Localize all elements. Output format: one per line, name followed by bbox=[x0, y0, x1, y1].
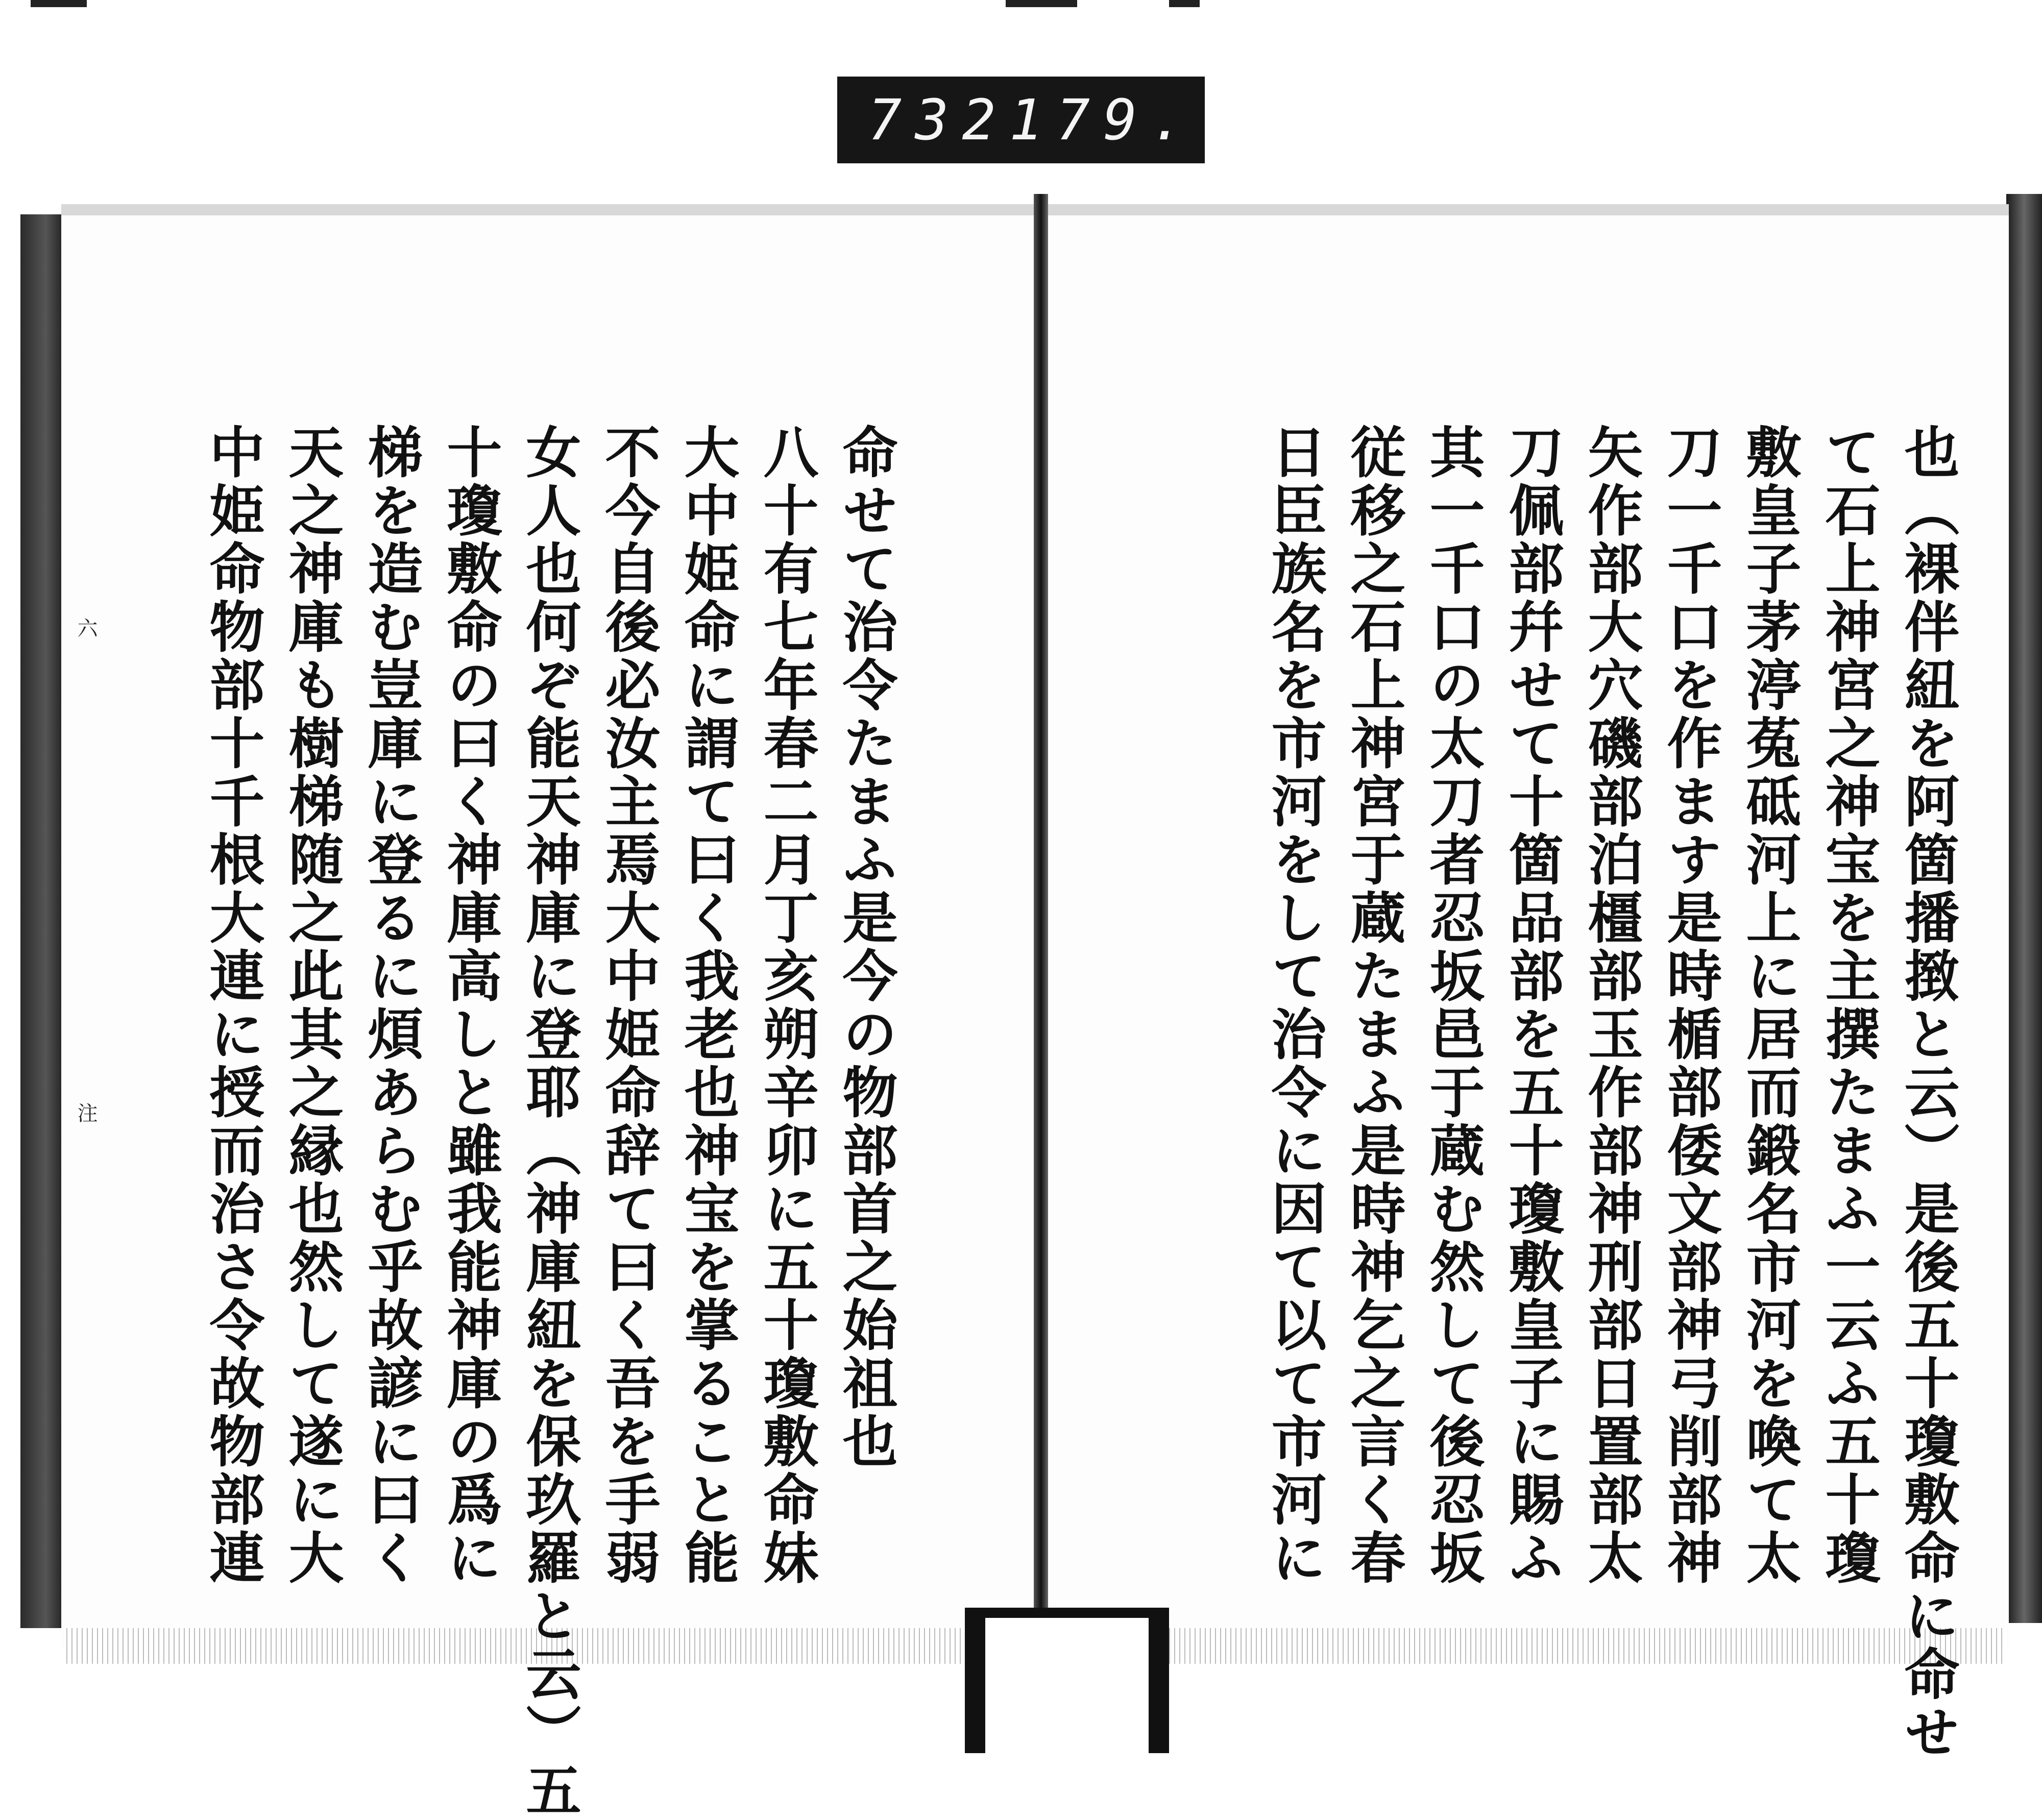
page-stack-bottom bbox=[1052, 1628, 2006, 1664]
book-gutter bbox=[1034, 194, 1048, 1643]
text-column: 刀佩部幷せて十箇品部を五十瓊敷皇子に賜ふ bbox=[1499, 424, 1564, 1587]
text-column: 十瓊敷命の曰く神庫高しと雖我能神庫の爲に bbox=[437, 424, 502, 1587]
book-edge-right bbox=[2006, 194, 2042, 1623]
text-column: 日臣族名を市河をして治令に因て以て市河に bbox=[1262, 424, 1326, 1587]
text-column: 女人也何ぞ能天神庫に登耶（神庫紐を保玖羅と云）五 bbox=[517, 424, 581, 1820]
text-column: 矢作部大穴磯部泊橿部玉作部神刑部日置部太 bbox=[1578, 424, 1643, 1587]
book-clip bbox=[965, 1608, 1169, 1753]
text-column: 不今自後必汝主焉大中姫命辞て曰く吾を手弱 bbox=[596, 424, 660, 1587]
margin-mark-lower: 注 bbox=[74, 1102, 98, 1123]
text-column: て石上神宮之神宝を主撰たまふ一云ふ五十瓊 bbox=[1816, 424, 1880, 1587]
text-column: 八十有七年春二月丁亥朔辛卯に五十瓊敷命妹 bbox=[754, 424, 818, 1587]
book-edge-left bbox=[20, 214, 66, 1628]
frame-number-right: 179. bbox=[1009, 87, 1198, 153]
text-column: 其一千口の太刀者忍坂邑于蔵む然して後忍坂 bbox=[1420, 424, 1485, 1587]
text-column: 中姫命物部十千根大連に授而治さ令故物部連 bbox=[200, 424, 264, 1587]
text-column: 命せて治令たまふ是今の物部首之始祖也 bbox=[833, 424, 897, 1471]
text-column: 敷皇子茅渟菟砥河上に居而鍛名市河を喚て太 bbox=[1737, 424, 1801, 1587]
margin-mark-upper: 六 bbox=[74, 618, 98, 638]
text-column: 大中姫命に謂て曰く我老也神宝を掌ること能 bbox=[675, 424, 739, 1587]
text-column: 也（裸伴紐を阿箇播㨖と云）是後五十瓊敷命に命せ bbox=[1895, 424, 1959, 1762]
text-column: 刀一千口を作ます是時楯部倭文部神弓削部神 bbox=[1658, 424, 1722, 1587]
text-column: 天之神庫も樹梯随之此其之縁也然して遂に大 bbox=[279, 424, 344, 1587]
text-column: 従移之石上神宮于蔵たまふ是時神乞之言く春 bbox=[1341, 424, 1405, 1587]
text-column: 梯を造む豈庫に登るに煩あらむ乎故諺に曰く bbox=[358, 424, 423, 1587]
frame-number-left: 732 bbox=[868, 87, 1009, 153]
